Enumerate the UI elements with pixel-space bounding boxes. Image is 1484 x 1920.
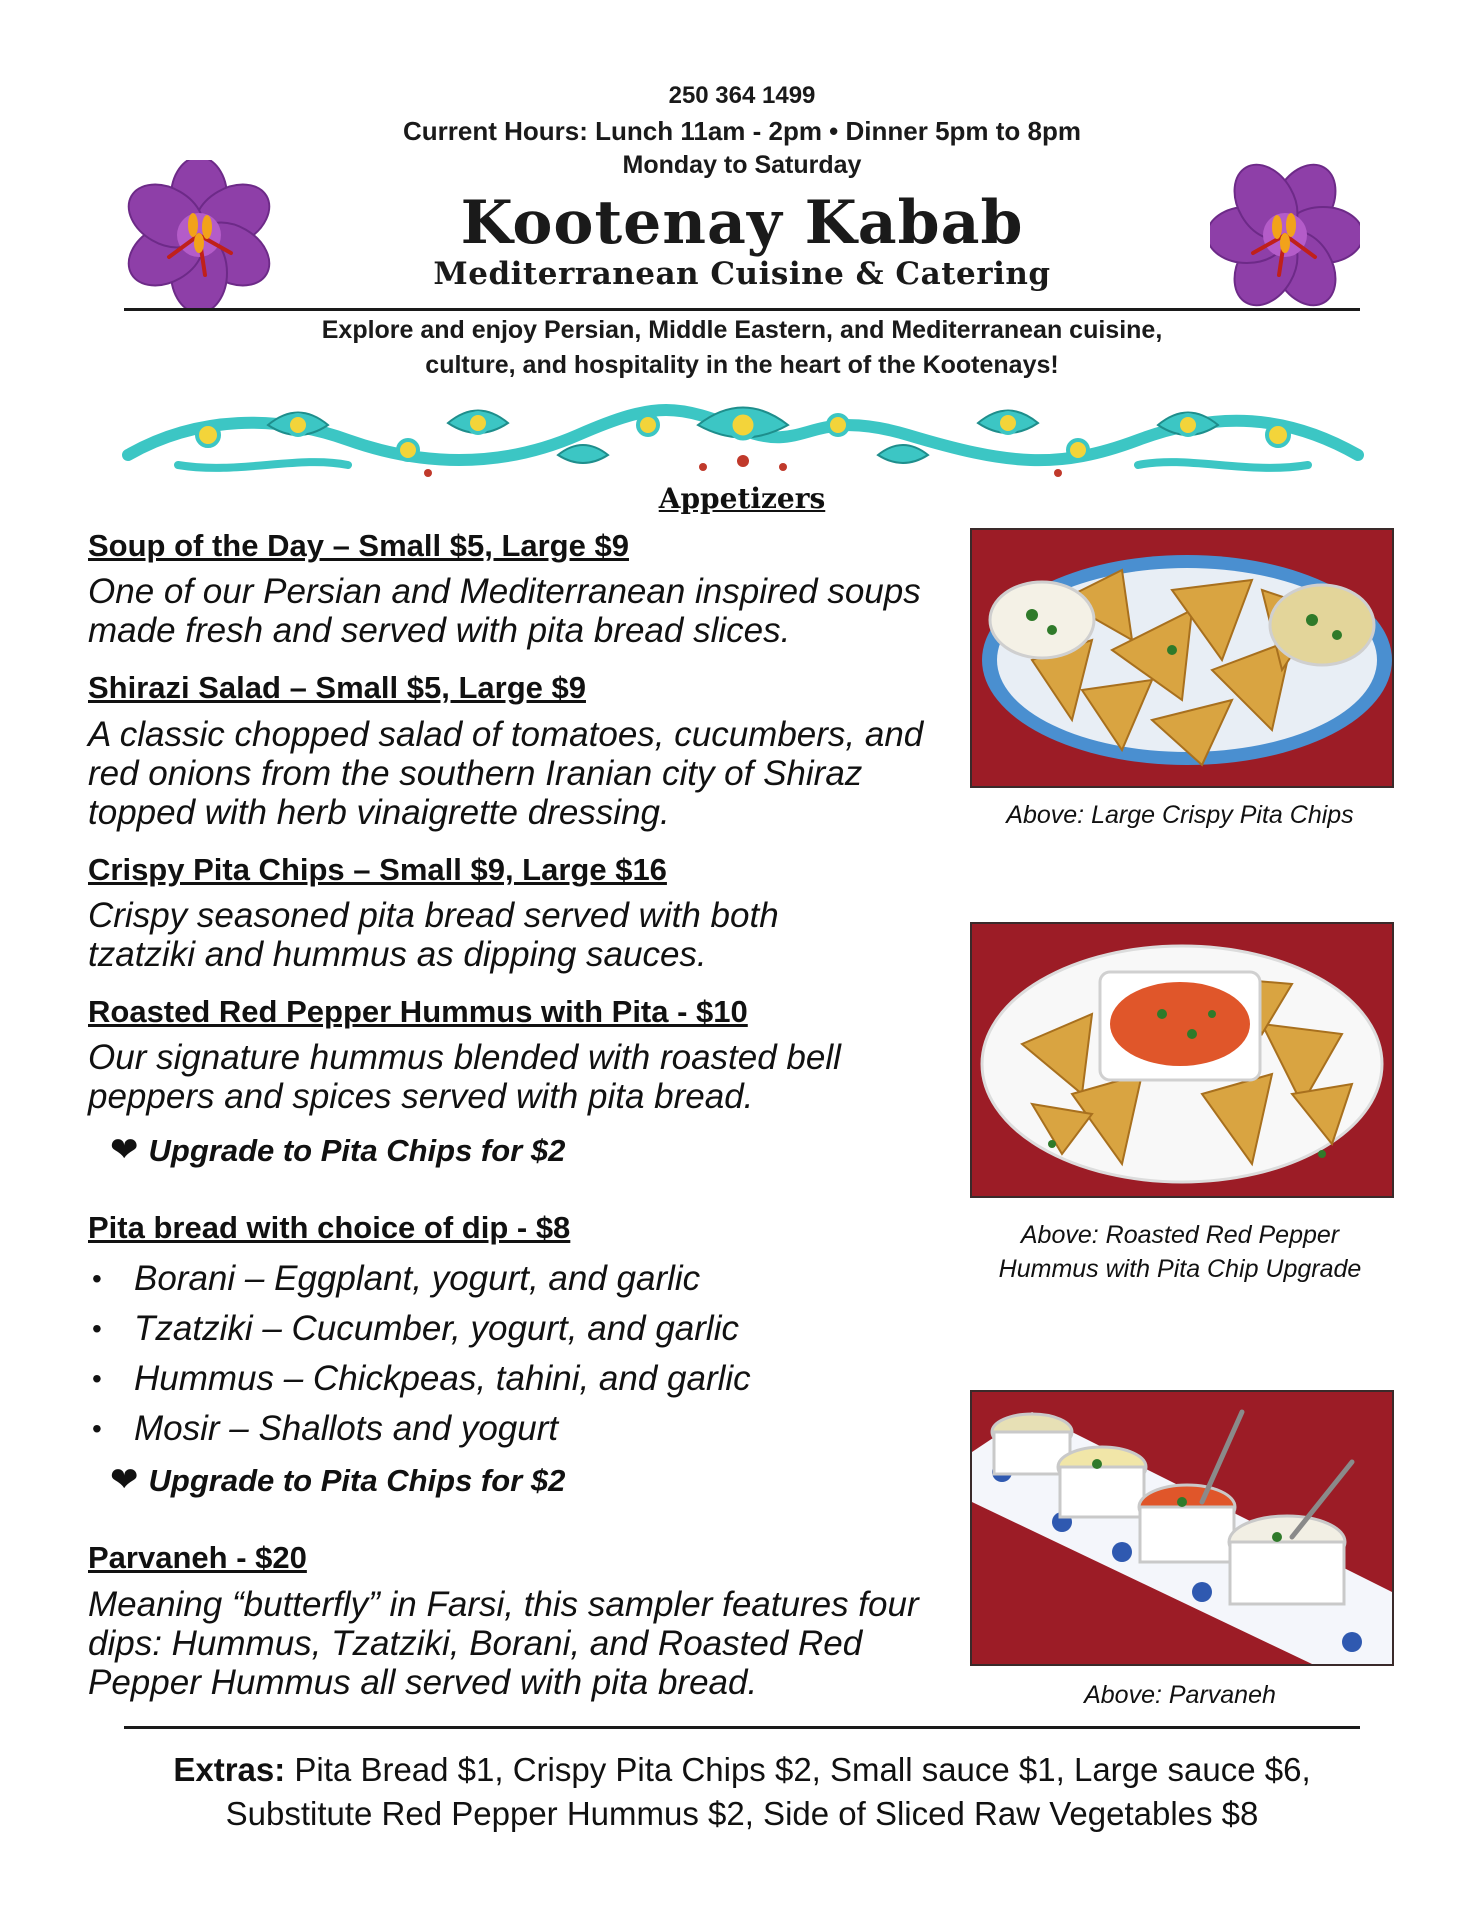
- menu-item-title: Crispy Pita Chips – Small $9, Large $16: [88, 852, 667, 887]
- open-days: Monday to Saturday: [622, 151, 862, 179]
- saffron-flower-icon: [1210, 160, 1360, 310]
- heart-icon: ❤: [110, 1131, 139, 1169]
- upgrade-note: [110, 1130, 565, 1170]
- menu-item-title: Pita bread with choice of dip - $8: [88, 1210, 571, 1245]
- tagline-line-1: Explore and enjoy Persian, Middle Eastern, and Mediterranean cuisine,: [321, 316, 1163, 344]
- saffron-flower-icon: [124, 160, 274, 310]
- upgrade-note: [110, 1460, 565, 1500]
- menu-item-description: Crispy seasoned pita bread served with both tzatziki and hummus as dipping sauces.: [88, 896, 779, 974]
- restaurant-subtitle: Mediterranean Cuisine & Catering: [433, 256, 1051, 292]
- tagline-line-2: culture, and hospitality in the heart of the Kootenays!: [425, 351, 1059, 379]
- current-hours: Current Hours: Lunch 11am - 2pm • Dinner 5pm to 8pm: [403, 116, 1081, 146]
- menu-item-title: Parvaneh - $20: [88, 1540, 307, 1575]
- photo-caption: Above: Parvaneh: [1084, 1681, 1276, 1709]
- photo-caption: Above: Large Crispy Pita Chips: [1006, 801, 1354, 829]
- menu-item-description: One of our Persian and Mediterranean inspired soups made fresh and served with pita bread slices.: [88, 572, 921, 650]
- decorative-ornament: [118, 395, 1368, 485]
- heart-icon: ❤: [110, 1461, 139, 1499]
- menu-item-title: Shirazi Salad – Small $5, Large $9: [88, 670, 586, 705]
- upgrade-text: Upgrade to Pita Chips for $2: [148, 1133, 566, 1168]
- menu-item-description: Meaning “butterfly” in Farsi, this sampler features four dips: Hummus, Tzatziki, Borani, and Roasted Red Pepper Hummus all served with pita bread.: [88, 1585, 919, 1702]
- list-item: • Mosir – Shallots and yogurt: [92, 1409, 559, 1448]
- menu-item-title: Roasted Red Pepper Hummus with Pita - $10: [88, 994, 748, 1029]
- photo-caption-line-1: Above: Roasted Red Pepper: [1020, 1221, 1340, 1249]
- upgrade-text: Upgrade to Pita Chips for $2: [148, 1463, 566, 1498]
- photo-caption-line-2: Hummus with Pita Chip Upgrade: [998, 1255, 1362, 1283]
- dip-list: [88, 1254, 751, 1454]
- extras: [0, 1748, 1484, 1836]
- menu-item-description: Our signature hummus blended with roasted bell peppers and spices served with pita bread.: [88, 1038, 841, 1116]
- menu-item-title: Soup of the Day – Small $5, Large $9: [88, 528, 629, 563]
- header-divider: [124, 308, 1360, 311]
- restaurant-name: Kootenay Kabab: [460, 188, 1024, 258]
- extras-line-1: Pita Bread $1, Crispy Pita Chips $2, Small sauce $1, Large sauce $6,: [294, 1751, 1311, 1788]
- list-item: • Tzatziki – Cucumber, yogurt, and garlic: [92, 1309, 739, 1348]
- photo-parvaneh: [970, 1390, 1394, 1666]
- list-item: • Borani – Eggplant, yogurt, and garlic: [92, 1259, 701, 1298]
- photo-pita-chips: [970, 528, 1394, 788]
- section-title: Appetizers: [658, 482, 826, 515]
- extras-line-2: Substitute Red Pepper Hummus $2, Side of Sliced Raw Vegetables $8: [225, 1795, 1259, 1832]
- footer-divider: [124, 1726, 1360, 1729]
- menu-item-description: A classic chopped salad of tomatoes, cucumbers, and red onions from the southern Iranian city of Shiraz topped with herb vinaigrette dressing.: [88, 715, 924, 832]
- list-item: • Hummus – Chickpeas, tahini, and garlic: [92, 1359, 751, 1398]
- phone-number: 250 364 1499: [668, 82, 816, 109]
- photo-red-pepper-hummus: [970, 922, 1394, 1198]
- extras-label: Extras:: [173, 1751, 286, 1788]
